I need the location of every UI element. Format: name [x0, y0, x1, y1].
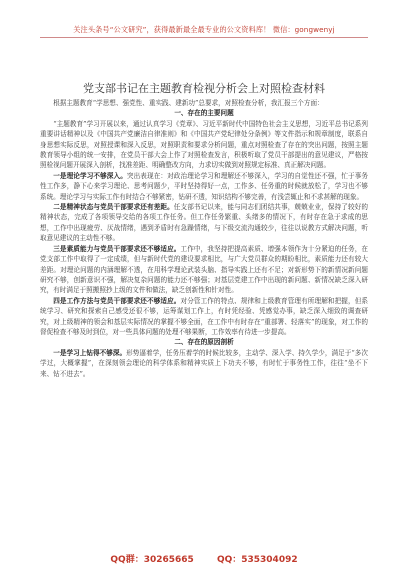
paragraph-lead: 一是学习上钻得不够深。: [53, 348, 127, 357]
body-paragraph: [40, 98, 368, 108]
document-body: [40, 98, 368, 379]
paragraph-text: 根据主题教育“学思想、强党性、重实践、建新功”总要求，对照检查分析，我汇报三个方面：: [53, 99, 324, 107]
paragraph-text: 任支部书记以来，能与同志们团结共事，兢兢业业，保持了较好的精神状态，完成了各项领导交给的各项工作任务。但工作任务繁重、头绪多的情况下，有时存在急于求成的思想，工作中出现疲劳、厌战情绪，遇到矛盾时有急躁情绪，与下级交流沟通较少，往往以说教方式解决问题，听取意见建议的主动性不够。: [40, 203, 369, 243]
body-paragraph: [40, 202, 368, 244]
paragraph-text: 形势逼着学，任务压着学的时候比较多，主动学、深入学、持久学少，满足于“多次学过，大概掌握”，在深刻领会理论的科学体系和精神实质上下功夫不够，有时忙于事务性工作，往往“坐不下来、钻不进去”。: [40, 348, 368, 378]
body-paragraph: [40, 171, 368, 202]
paragraph-lead: 四是工作方法与党员干部要求还不够适应。: [53, 296, 181, 305]
paragraph-text: 突出表现在：对政治理论学习和理解还不够深入，学习的自觉性还不强，忙于事务性工作多，静下心来学习理论、思考问题少，平时坚持得好一点，工作多、任务重的时候就放松了，学习也不够系统。理论学习与实际工作有时结合不够紧密，钻研不透，知识结构不够完善，有浅尝辄止和不求甚解的现象。: [40, 171, 369, 201]
banner-divider: [40, 37, 368, 38]
paragraph-lead: 三是素质能力与党员干部要求还不够适应。: [53, 244, 181, 253]
footer-qq-group: QQ群：30265665: [110, 555, 194, 565]
section-heading: 二、存在的原因剖析: [174, 338, 234, 347]
body-paragraph: [40, 296, 368, 338]
section-heading: 一、存在的主要问题: [174, 109, 234, 118]
header-banner: [0, 0, 408, 40]
paragraph-text: 工作中，我坚持把提高素质、增强本领作为十分紧迫的任务，在党支部工作中取得了一定成绩，但与新时代党的建设要求相比，与广大党员群众的期盼相比，素质能力还有较大差距。对理论问题的内涵理解不透，在用科学理论武装头脑、指导实践上还有不足；对新形势下的新情况新问题研究不够，创新意识不强，解决复杂问题的能力还不够强；对基层党建工作中出现的新问题、新情况缺乏深入研究，有时满足于照搬照抄上级的文件和做法，缺乏创新性和针对性。: [40, 244, 369, 295]
banner-text: 关注头条号“公文研究”，获得最新最全最专业的公文资料库！ 微信：gongwenyj: [73, 25, 335, 34]
paragraph-lead: 二是精神状态与党员干部要求还有差距。: [53, 203, 174, 212]
body-paragraph: [40, 244, 368, 296]
footer-qq: QQ：535304092: [216, 555, 298, 565]
paragraph-text: 对分管工作的特点、规律和上级教育管理有所理解和把握，但系统学习、研究和探索自己感受还很不够，运筹谋划工作上，有时凭经验、凭感觉办事，缺乏深入细致的调查研究，对上级精神的领会和基层实际情况的掌握不够全面，在工作中有时存在“重部署、轻落实”的现象，对工作的督促检查不够及时到位，对一些具体问题的处理不够果断，工作效率有待进一步提高。: [40, 296, 369, 336]
body-paragraph: [40, 119, 368, 171]
body-paragraph: [40, 348, 368, 379]
paragraph-text: “主题教育”学习开展以来，通过认真学习《党章》、习近平新时代中国特色社会主义思想，习近平总书记系列重要讲话精神以及《中国共产党廉洁自律准则》和《中国共产党纪律处分条例》等文件指示和规章制度，联系自身思想实际反思，对照授课和深入反思，对照职责和要求分析问题，重点对照检查了存在的突出问题，按照主题教育领导小组的统一安排，在党员干部大会上作了对照检查发言，积极听取了党员干部提出的意见建议，严格按照检视问题开展深入剖析，找准差距、明确整改方向，力求切实做到对照规定标准、真正解决问题。: [40, 119, 368, 170]
paragraph-lead: 一是理论学习不够深入。: [53, 171, 127, 180]
footer: [0, 552, 408, 565]
page-title: 党支部书记在主题教育检视分析会上对照检查材料: [83, 82, 325, 95]
